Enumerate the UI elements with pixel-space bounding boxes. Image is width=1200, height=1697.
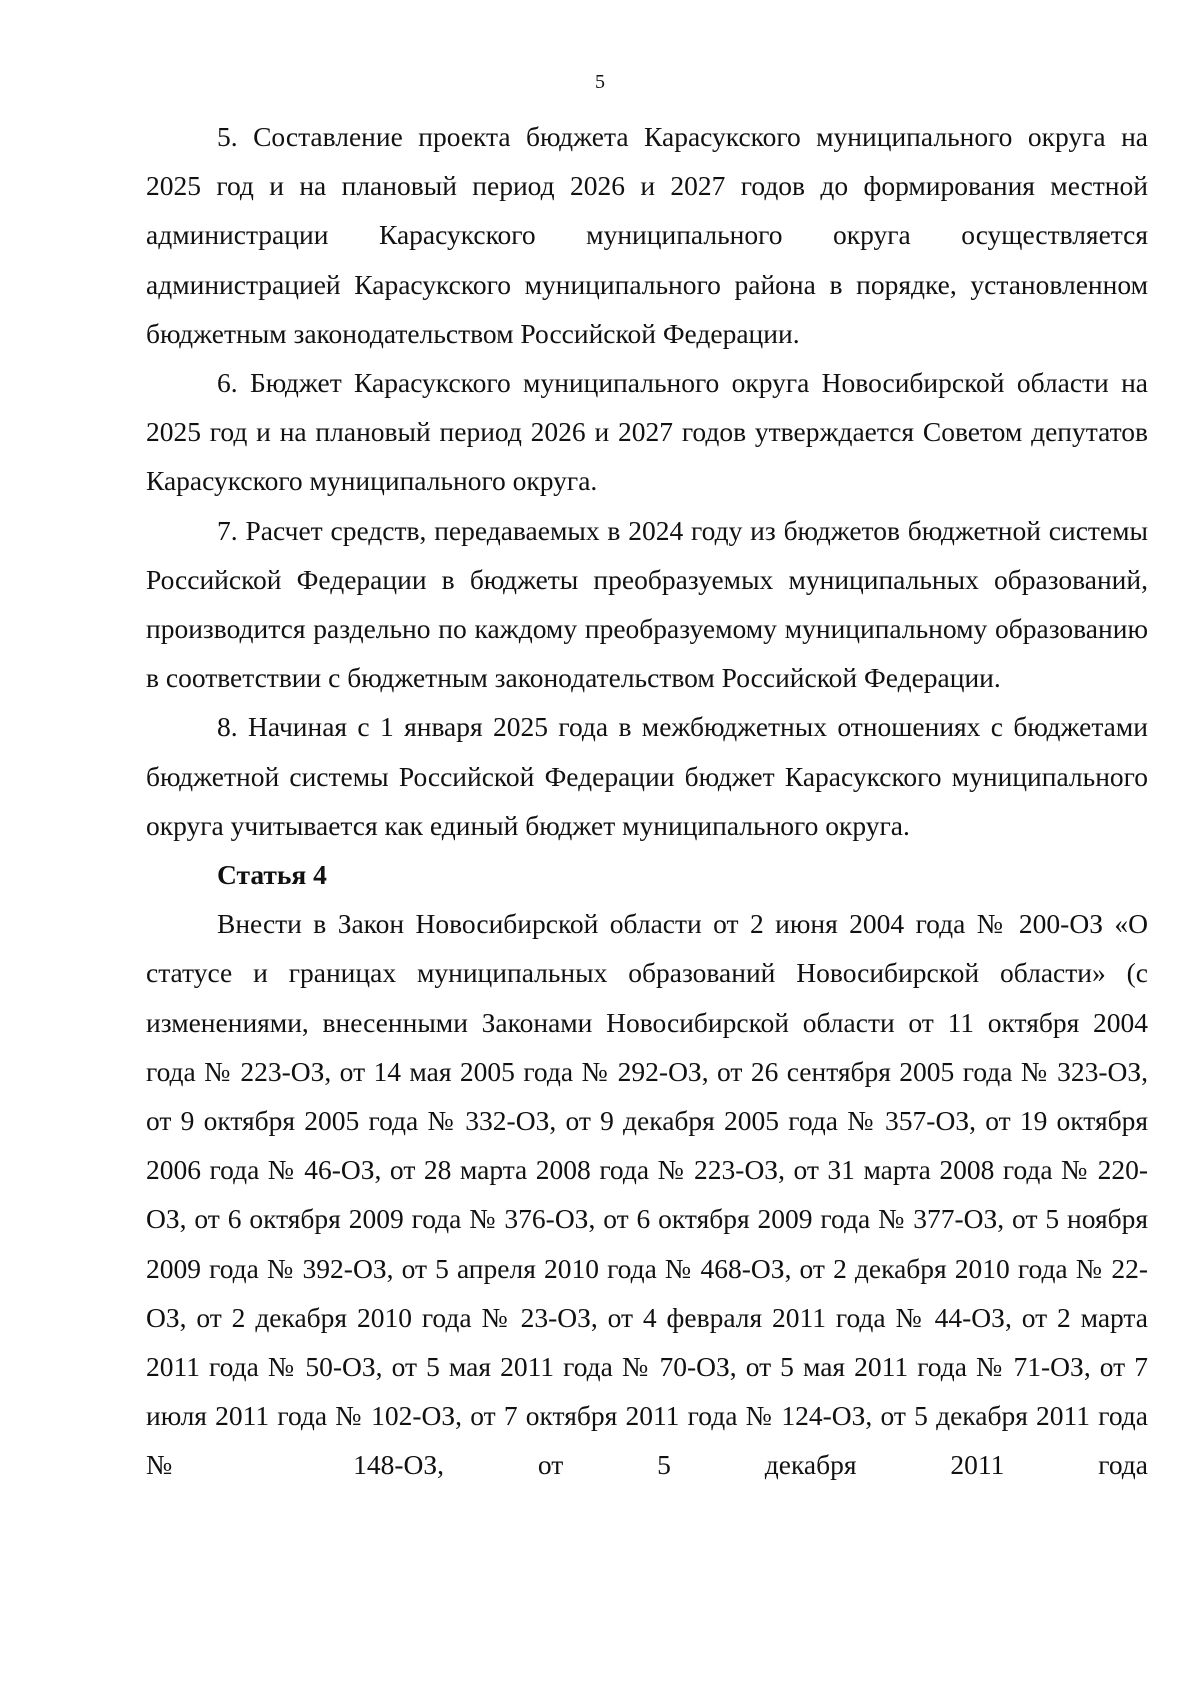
document-body <box>146 112 1148 1490</box>
article-text: Внести в Закон Новосибирской области от 2 июня 2004 года № 200-ОЗ «О статусе и границах муниципальных образований Новосибирской области» (с изменениями, внесенными Законами Новосибирской области от 11 октября 2004 года № 223-ОЗ, от 14 мая 2005 года № 292-ОЗ, от 26 сентября 2005 года № 323-ОЗ, от 9 октября 2005 года № 332-ОЗ, от 9 декабря 2005 года № 357-ОЗ, от 19 октября 2006 года № 46-ОЗ, от 28 марта 2008 года № 223-ОЗ, от 31 марта 2008 года № 220-ОЗ, от 6 октября 2009 года № 376-ОЗ, от 6 октября 2009 года № 377-ОЗ, от 5 ноября 2009 года № 392-ОЗ, от 5 апреля 2010 года № 468-ОЗ, от 2 декабря 2010 года № 22-ОЗ, от 2 декабря 2010 года № 23-ОЗ, от 4 февраля 2011 года № 44-ОЗ, от 2 марта 2011 года № 50-ОЗ, от 5 мая 2011 года № 70-ОЗ, от 5 мая 2011 года № 71-ОЗ, от 7 июля 2011 года № 102-ОЗ, от 7 октября 2011 года № 124-ОЗ, от 5 декабря 2011 года № 148-ОЗ, от 5 декабря 2011 года <box>146 908 1148 1481</box>
paragraph-item-7: 7. Расчет средств, передаваемых в 2024 году из бюджетов бюджетной системы Российской Федерации в бюджеты преобразуемых муниципальных образований, производится раздельно по каждому преобразуемому муниципальному образованию в соответствии с бюджетным законодательством Российской Федерации. <box>146 514 1148 694</box>
paragraph-item-6: 6. Бюджет Карасукского муниципального округа Новосибирской области на 2025 год и на плановый период 2026 и 2027 годов утверждается Советом депутатов Карасукского муниципального округа. <box>146 367 1148 497</box>
page-number: 5 <box>595 71 605 93</box>
paragraph-item-8: 8. Начиная с 1 января 2025 года в межбюджетных отношениях с бюджетами бюджетной системы Российской Федерации бюджет Карасукского муниципального округа учитывается как единый бюджет муниципального округа. <box>146 711 1148 841</box>
paragraph-item-5: 5. Составление проекта бюджета Карасукского муниципального округа на 2025 год и на плановый период 2026 и 2027 годов до формирования местной администрации Карасукского муниципального округа осуществляется администрацией Карасукского муниципального района в порядке, установленном бюджетным законодательством Российской Федерации. <box>146 121 1148 349</box>
article-heading: Статья 4 <box>217 859 327 891</box>
